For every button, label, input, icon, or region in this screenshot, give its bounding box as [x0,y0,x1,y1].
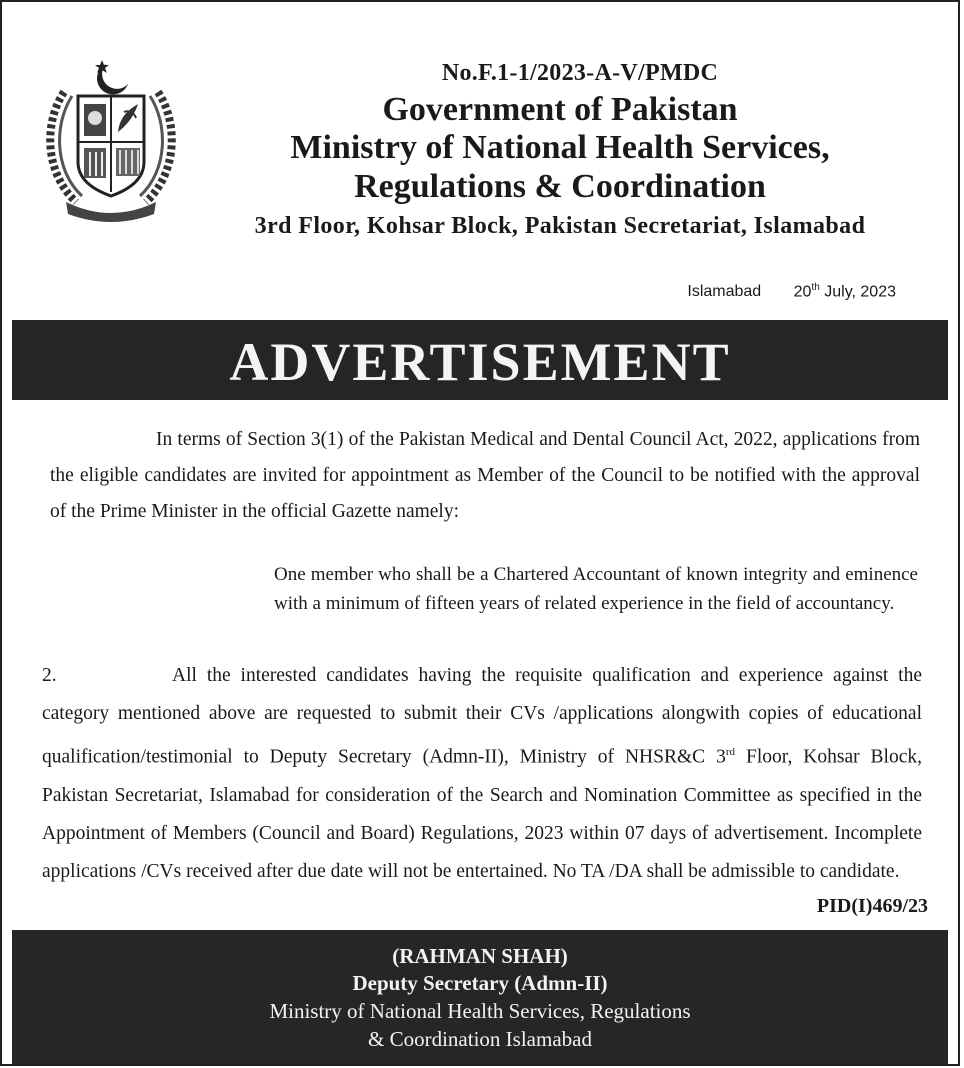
ministry-name-line2: Regulations & Coordination [354,168,766,205]
advertisement-banner [12,320,948,400]
paragraph-2 [42,657,922,891]
date-month-year: July, 2023 [824,283,896,301]
paragraph-2-sup: rd [725,746,736,758]
government-title: Government of Pakistan [382,91,738,128]
signature-block [12,930,948,1066]
dateline [687,282,896,301]
letterhead [202,60,918,240]
paragraph-2-text-part1: All the interested candidates having the requisite qualification and experience against the category mentioned above are requested to submit their CVs /applications alongwith copies of educational qualification/testimonial to Deputy Secretary (Admn-II), Ministry of NHSR&C 3 [42,665,922,768]
date-day: 20 [793,283,812,301]
pid-number: PID(I)469/23 [816,895,928,917]
state-emblem-icon [36,52,186,222]
date-day-suffix: th [811,282,820,293]
signatory-org-line1: Ministry of National Health Services, Regulations [269,999,691,1023]
paragraph-2-text-part2: Floor, Kohsar Block, Pakistan Secretariat, Islamabad for consideration of the Search and Nomination Committee as specified in the Appointment of Members (Council and Board) Regulations, 2023 within 07 days of advertisement. Incomplete applications /CVs received after due date will not be entertained. No TA /DA shall be admissible to candidate. [42,746,923,882]
date-city: Islamabad [687,283,762,301]
office-address: 3rd Floor, Kohsar Block, Pakistan Secretariat, Islamabad [254,213,866,239]
signatory-name: (RAHMAN SHAH) [392,944,568,968]
ministry-name-line1: Ministry of National Health Services, [290,129,830,166]
eligibility-criteria: One member who shall be a Chartered Accountant of known integrity and eminence with a minimum of fifteen years of related experience in the field of accountancy. [274,564,918,614]
signatory-org-line2: & Coordination Islamabad [368,1027,592,1051]
signatory-title: Deputy Secretary (Admn-II) [352,971,608,995]
paragraph-1: In terms of Section 3(1) of the Pakistan Medical and Dental Council Act, 2022, applications from the eligible candidates are invited for appointment as Member of the Council to be notified with the approval of the Prime Minister in the official Gazette namely: [50,429,920,522]
banner-title: ADVERTISEMENT [229,332,731,392]
reference-number: No.F.1-1/2023-A-V/PMDC [441,60,719,86]
paragraph-2-number: 2. [42,665,57,686]
